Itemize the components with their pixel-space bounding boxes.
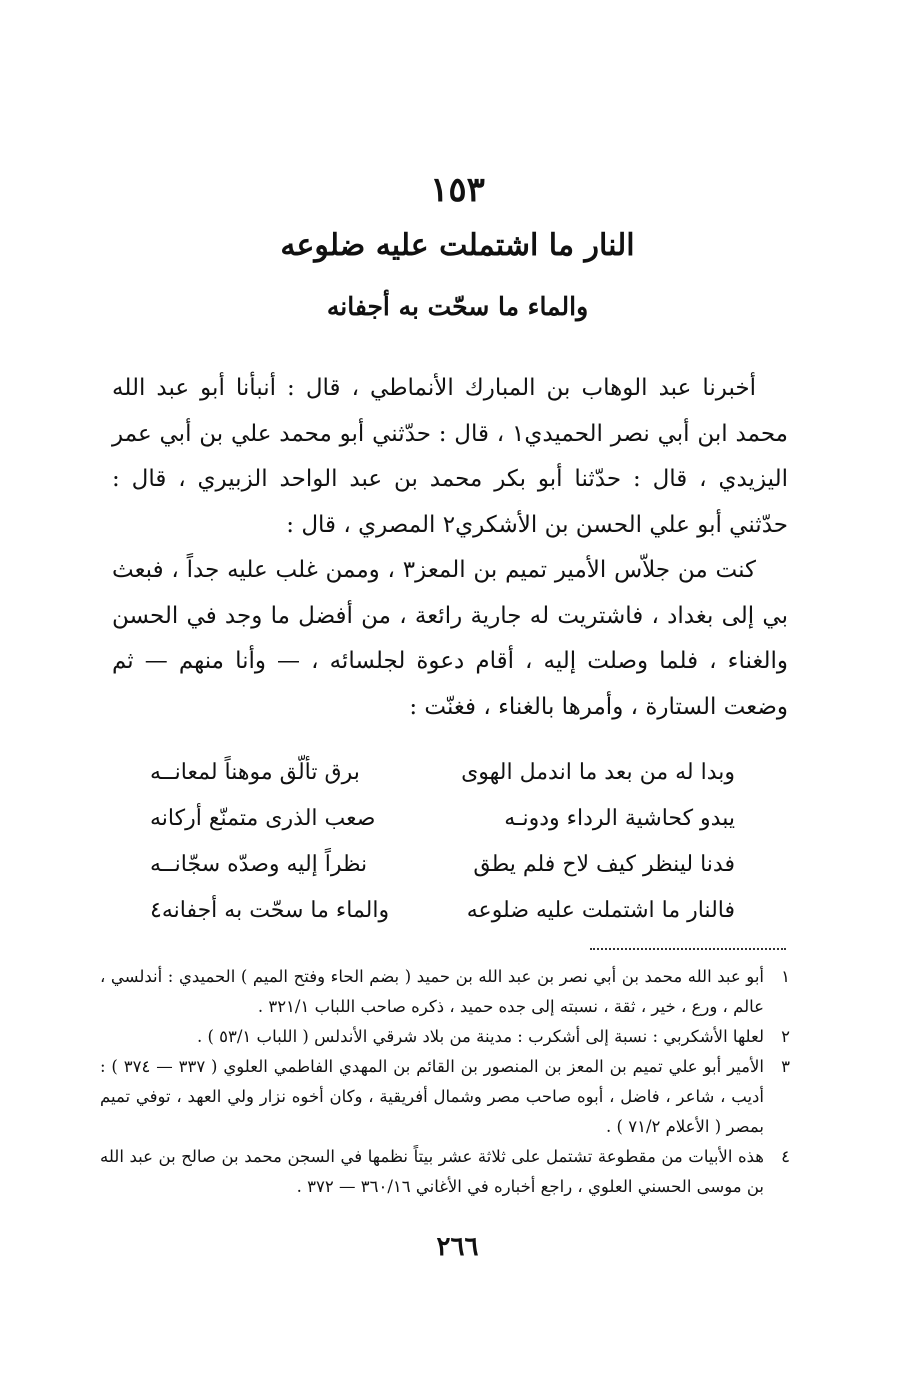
verse-first-hemistich: فدنا لينظر كيف لاح فلم يطق [473,852,735,877]
poem-verse [150,796,735,842]
footnote-number: ٤ [781,1147,790,1166]
story-subtitle: والماء ما سحّت به أجفانه [326,292,589,321]
footnote-number: ٢ [781,1027,790,1046]
footnote-text: لعلها الأشكربي : نسبة إلى أشكرب : مدينة من بلاد شرقي الأندلس ( اللباب ٥٣/١ ) . [196,1027,764,1046]
poem-verse [150,888,735,934]
footnotes [100,962,790,1202]
poem-verse [150,842,735,888]
footnote-separator [590,948,786,950]
verse-second-hemistich: نظراً إليه وصدّه سجّانــه [150,852,368,877]
verse-first-hemistich: يبدو كحاشية الرداء ودونـه [504,806,735,831]
footnote-text: الأمير أبو علي تميم بن المعز بن المنصور بن القائم بن المهدي الفاطمي العلوي ( ٣٣٧ — ٣٧٤ ) : أديب ، شاعر ، فاضل ، أبوه صاحب مصر وشمال أفريقية ، وكان أخوه نزار ولي العهد ، توفي تميم بمصر ( الأعلام ٧١/٢ ) . [100,1057,764,1136]
footnote-number: ١ [781,967,790,986]
narrative-text [112,366,788,730]
verse-first-hemistich: وبدا له من بعد ما اندمل الهوى [461,760,735,785]
poem-verse [150,750,735,796]
footnote [100,1142,790,1202]
section-number: ١٥٣ [430,170,485,210]
footnote-text: هذه الأبيات من مقطوعة تشتمل على ثلاثة عشر بيتاً نظمها في السجن محمد بن صالح بن عبد الله بن موسى الحسني العلوي ، راجع أخباره في الأغاني ٣٦٠/١٦ — ٣٧٢ . [100,1147,764,1196]
footnote [100,1022,790,1052]
footnote-text: أبو عبد الله محمد بن أبي نصر بن عبد الله بن حميد ( بضم الحاء وفتح الميم ) الحميدي : أندلسي ، عالم ، ورع ، خير ، ثقة ، نسبته إلى جده حميد ، ذكره صاحب اللباب ٣٢١/١ . [100,967,764,1016]
story-title: النار ما اشتملت عليه ضلوعه [280,228,635,263]
page-number: ٢٦٦ [436,1232,479,1262]
poem [150,750,735,934]
story-paragraph: كنت من جلاّس الأمير تميم بن المعز٣ ، وممن غلب عليه جداً ، فبعث بي إلى بغداد ، فاشتريت له جارية رائعة ، من أفضل ما وجد في الحسن والغناء ، فلما وصلت إليه ، أقام دعوة لجلسائه ، — وأنا منهم — ثم وضعت الستارة ، وأمرها بالغناء ، فغنّت : [112,557,788,720]
footnote [100,1052,790,1142]
verse-second-hemistich: برق تألّق موهناً لمعانــه [150,760,360,785]
verse-second-hemistich: والماء ما سحّت به أجفانه٤ [150,898,390,923]
isnad-paragraph: أخبرنا عبد الوهاب بن المبارك الأنماطي ، قال : أنبأنا أبو عبد الله محمد ابن أبي نصر الحميدي١ ، قال : حدّثني أبو محمد علي بن أبي عمر اليزيدي ، قال : حدّثنا أبو بكر محمد بن عبد الواحد الزبيري ، قال : حدّثني أبو علي الحسن بن الأشكري٢ المصري ، قال : [112,375,788,538]
verse-first-hemistich: فالنار ما اشتملت عليه ضلوعه [466,898,735,923]
verse-second-hemistich: صعب الذرى متمنّع أركانه [150,806,376,831]
footnote-number: ٣ [781,1057,790,1076]
footnote [100,962,790,1022]
